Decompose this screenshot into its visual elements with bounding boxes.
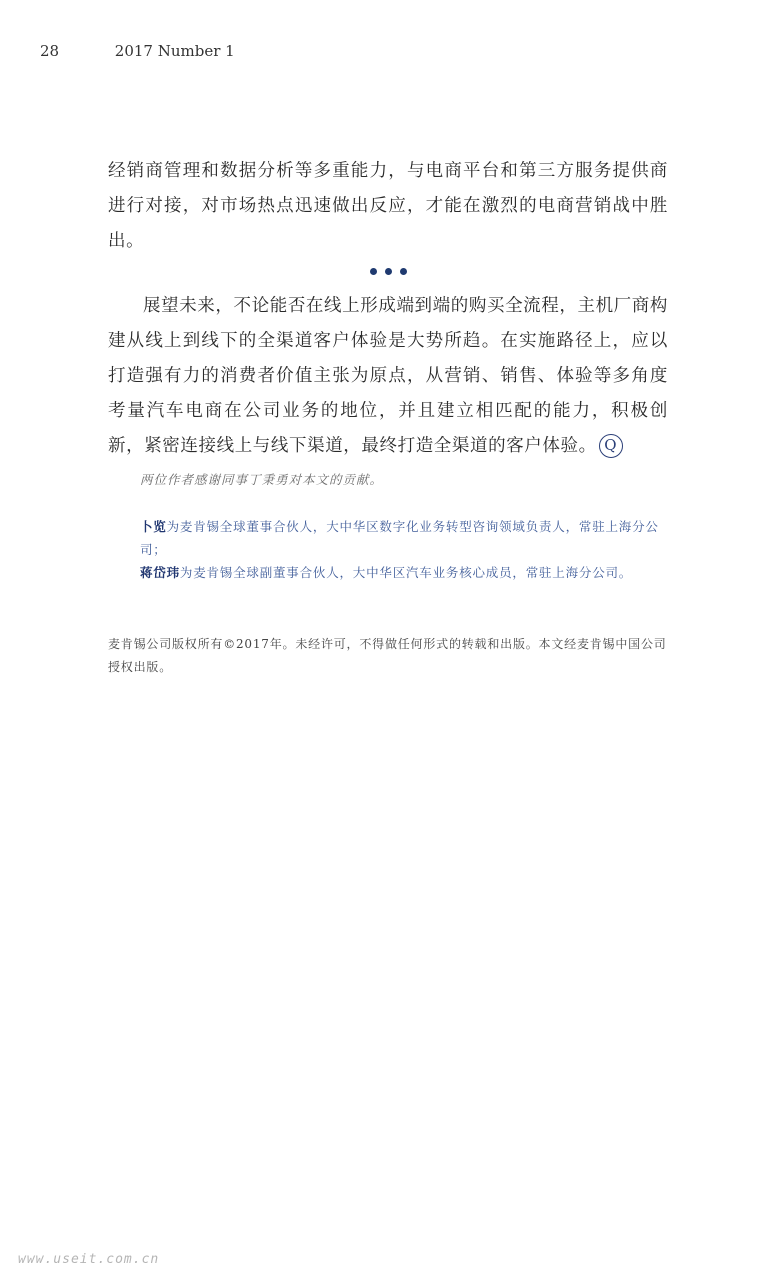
paragraph-continued: 经销商管理和数据分析等多重能力，与电商平台和第三方服务提供商进行对接，对市场热点迅速做出反应，才能在激烈的电商营销战中胜出。	[108, 161, 668, 251]
conclusion-text: 展望未来，不论能否在线上形成端到端的购买全流程，主机厂商构建从线上到线下的全渠道客户体验是大势所趋。在实施路径上，应以打造强有力的消费者价值主张为原点，从营销、销售、体验等多角度考量汽车电商在公司业务的地位，并且建立相匹配的能力，积极创新，紧密连接线上与线下渠道，最终打造全渠道的客户体验。	[108, 296, 668, 456]
divider-dot	[370, 268, 377, 275]
divider-dot	[385, 268, 392, 275]
copyright-notice: 麦肯锡公司版权所有©2017年。未经许可，不得做任何形式的转载和出版。本文经麦肯锡中国公司授权出版。	[108, 637, 667, 674]
watermark: www.useit.com.cn	[18, 1252, 160, 1267]
author-name: 蒋岱玮	[140, 565, 180, 580]
section-divider	[108, 261, 668, 283]
paragraph-conclusion	[108, 289, 668, 464]
author-bios	[108, 515, 670, 584]
issue-label: 2017 Number 1	[114, 42, 235, 60]
author-description: 为麦肯锡全球副董事合伙人，大中华区汽车业务核心成员，常驻上海分公司。	[179, 565, 633, 580]
author-bio	[108, 561, 670, 584]
page-header	[40, 42, 235, 60]
end-mark-icon: Q	[599, 434, 623, 458]
divider-dot	[400, 268, 407, 275]
author-description: 为麦肯锡全球董事合伙人，大中华区数字化业务转型咨询领域负责人，常驻上海分公司；	[140, 519, 659, 557]
author-name: 卜览	[140, 519, 167, 534]
article-body	[108, 154, 668, 464]
page-number: 28	[40, 42, 60, 60]
acknowledgement: 两位作者感谢同事丁秉勇对本文的贡献。	[140, 472, 384, 487]
author-bio	[108, 515, 670, 561]
